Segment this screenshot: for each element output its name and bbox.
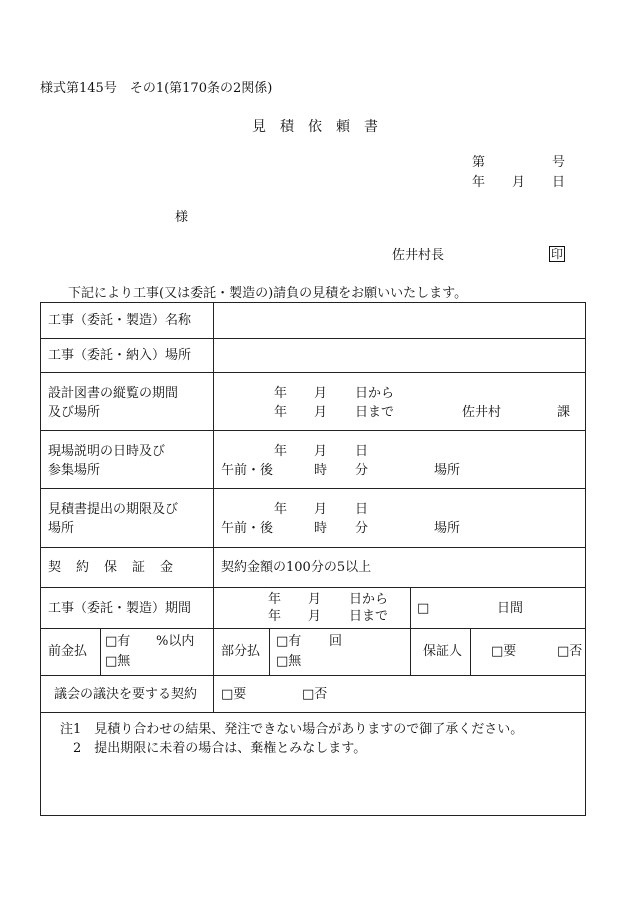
deadline-ampm: 午前・後 [221,521,274,536]
design-village: 佐井村 [462,405,502,420]
site-value-cell[interactable] [214,431,586,489]
site-hour: 時 [314,463,328,478]
deadline-label-line2: 場所 [48,521,75,536]
council-label-cell [41,676,214,713]
period-to-day: 日まで [349,609,389,624]
deadline-month: 月 [314,502,328,517]
design-to-year: 年 [274,405,288,420]
site-ampm: 午前・後 [221,463,274,478]
design-label-line2: 及び場所 [48,405,101,420]
work-name-label-cell [41,303,214,339]
advance-no-checkbox[interactable]: □無 [105,654,131,669]
deadline-value-cell[interactable] [214,489,586,548]
advance-yes-checkbox[interactable]: □有 [105,634,131,649]
site-label-cell [41,431,214,489]
period-from-year: 年 [268,592,282,607]
deadline-place: 場所 [434,521,461,536]
number-go: 号 [552,155,566,170]
design-from-month: 月 [314,386,328,401]
intro-text: 下記により工事(又は委託・製造の)請負の見積をお願いいたします。 [68,286,468,301]
advance-label: 前金払 [48,644,88,659]
partial-label: 部分払 [221,644,261,659]
design-from-year: 年 [274,386,288,401]
partial-times: 回 [329,634,343,649]
work-place-value[interactable] [214,339,586,373]
work-place-label: 工事（委託・納入）場所 [48,348,192,363]
period-to-month: 月 [308,609,322,624]
council-label: 議会の議決を要する契約 [54,687,198,702]
notes-cell [41,713,586,816]
deadline-hour: 時 [314,521,328,536]
council-yes-checkbox[interactable]: □要 [221,687,247,702]
site-month: 月 [314,444,328,459]
site-day: 日 [355,444,369,459]
period-days-cell[interactable] [411,588,586,629]
partial-options-cell [270,629,411,676]
seal-mark: 印 [551,247,564,261]
advance-label-cell [41,629,101,676]
date-month: 月 [512,175,526,190]
note-1: 注1 見積り合わせの結果、発注できない場合がありますので御了承ください。 [60,722,524,737]
period-from-month: 月 [308,592,322,607]
deposit-label-cell [41,548,214,588]
partial-label-cell [214,629,270,676]
period-from-day: 日から [349,592,389,607]
guarantor-label: 保証人 [423,644,463,659]
guarantor-yes-checkbox[interactable]: □要 [491,644,517,659]
design-ka: 課 [557,405,571,420]
document-title: 見 積 依 頼 書 [252,119,378,135]
deadline-year: 年 [274,502,288,517]
guarantor-options-cell [471,629,586,676]
design-label-line1: 設計図書の縦覧の期間 [48,386,179,401]
work-place-label-cell [41,339,214,373]
period-dates-cell[interactable] [214,588,411,629]
guarantor-no-checkbox[interactable]: □否 [557,644,583,659]
site-minute: 分 [355,463,369,478]
period-label-cell [41,588,214,629]
site-label-line1: 現場説明の日時及び [48,444,166,459]
work-name-label: 工事（委託・製造）名称 [48,313,192,328]
addressee-suffix: 様 [175,210,189,225]
sender-title: 佐井村長 [392,248,445,263]
deadline-day: 日 [355,502,369,517]
partial-yes-checkbox[interactable]: □有 [276,634,302,649]
advance-options-cell [101,629,214,676]
advance-percent: %以内 [156,634,195,649]
number-dai: 第 [472,155,486,170]
design-label-cell [41,373,214,431]
council-no-checkbox[interactable]: □否 [302,687,328,702]
work-name-value[interactable] [214,303,586,339]
period-label: 工事（委託・製造）期間 [48,601,192,616]
request-form-table [40,302,586,816]
deposit-value: 契約金額の100分の5以上 [221,560,372,575]
design-from-day: 日から [355,386,395,401]
form-number: 様式第145号 その1(第170条の2関係) [40,81,273,96]
deadline-label-cell [41,489,214,548]
design-value-cell[interactable] [214,373,586,431]
period-to-year: 年 [268,609,282,624]
site-place: 場所 [434,463,461,478]
site-year: 年 [274,444,288,459]
deadline-label-line1: 見積書提出の期限及び [48,502,179,517]
deposit-label: 契 約 保 証 金 [48,560,175,575]
site-label-line2: 参集場所 [48,463,101,478]
guarantor-label-cell [411,629,471,676]
council-options-cell [214,676,586,713]
design-to-month: 月 [314,405,328,420]
design-to-day: 日まで [355,405,395,420]
date-year: 年 [472,175,486,190]
note-2: 2 提出期限に未着の場合は、棄権とみなします。 [60,741,367,756]
deposit-value-cell [214,548,586,588]
date-day: 日 [552,175,566,190]
period-days: 日間 [497,601,524,616]
period-checkbox[interactable]: □ [417,601,430,616]
deadline-minute: 分 [355,521,369,536]
partial-no-checkbox[interactable]: □無 [276,654,302,669]
